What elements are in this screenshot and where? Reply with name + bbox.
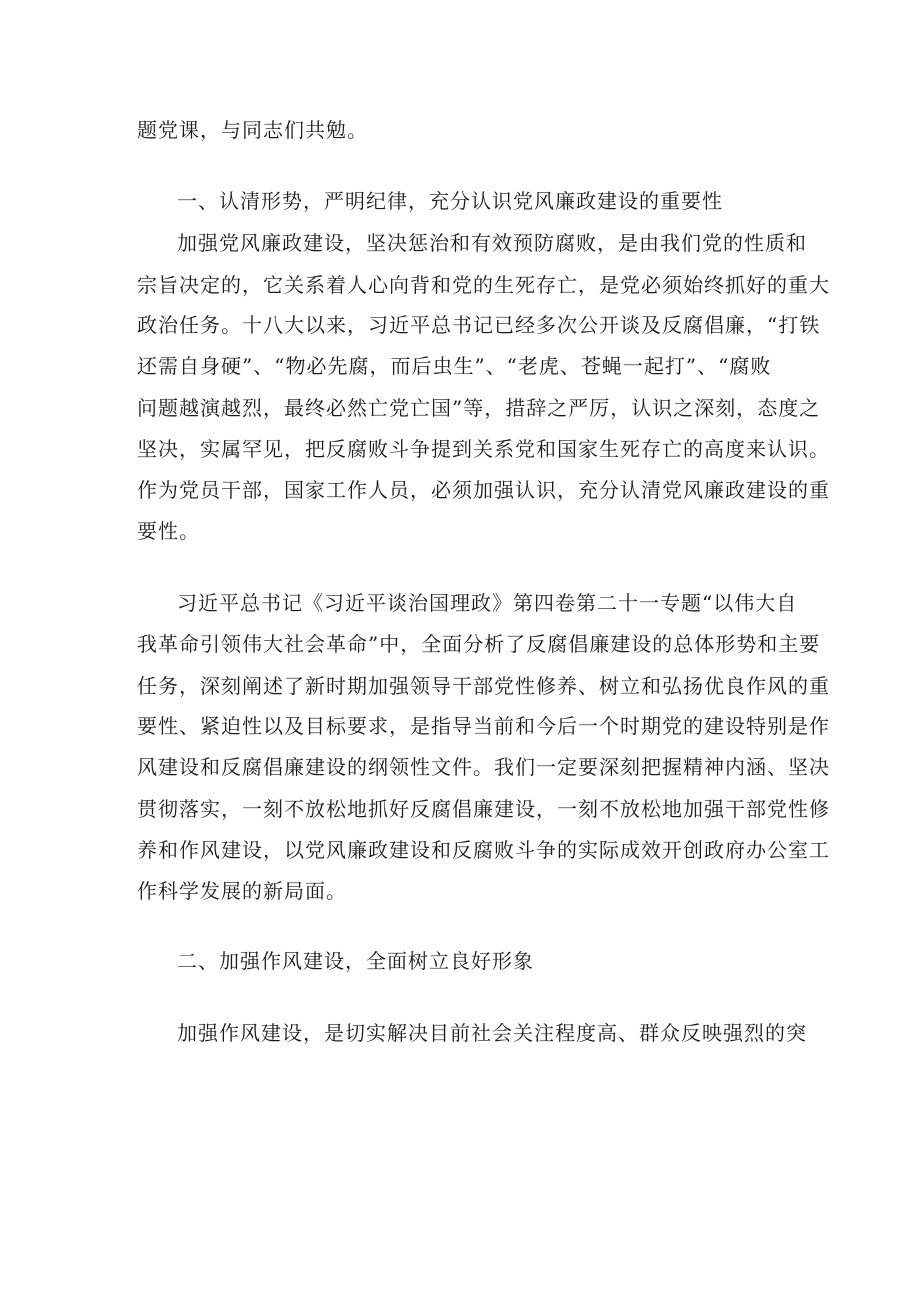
text-line: 宗旨决定的，它关系着人心向背和党的生死存亡，是党必须始终抓好的重大 xyxy=(137,273,830,297)
text-line: 作为党员干部，国家工作人员，必须加强认识，充分认清党风廉政建设的重 xyxy=(137,478,830,502)
text-line: 问题越演越烈，最终必然亡党亡国”等，措辞之严厉，认识之深刻，态度之 xyxy=(137,396,821,420)
text-line: 任务，深刻阐述了新时期加强领导干部党性修养、树立和弘扬优良作风的重 xyxy=(137,674,830,698)
text-line: 坚决，实属罕见，把反腐败斗争提到关系党和国家生死存亡的高度来认识。 xyxy=(137,437,830,461)
text-line: 加强作风建设，是切实解决目前社会关注程度高、群众反映强烈的突 xyxy=(177,1021,807,1045)
text-line: 要性。 xyxy=(137,519,200,543)
text-line: 还需自身硬”、“物必先腐，而后虫生”、“老虎、苍蝇一起打”、“腐败 xyxy=(137,354,772,378)
text-line: 作科学发展的新局面。 xyxy=(137,879,347,903)
section-heading: 二、加强作风建设，全面树立良好形象 xyxy=(177,949,534,973)
text-line: 贯彻落实，一刻不放松地抓好反腐倡廉建设，一刻不放松地加强干部党性修 xyxy=(137,797,830,821)
text-line: 习近平总书记《习近平谈治国理政》第四卷第二十一专题“以伟大自 xyxy=(177,591,798,615)
text-line: 风建设和反腐倡廉建设的纲领性文件。我们一定要深刻把握精神内涵、坚决 xyxy=(137,755,830,779)
text-line: 要性、紧迫性以及目标要求，是指导当前和今后一个时期党的建设特别是作 xyxy=(137,714,830,738)
text-line: 题党课，与同志们共勉。 xyxy=(137,118,368,142)
text-line: 养和作风建设，以党风廉政建设和反腐败斗争的实际成效开创政府办公室工 xyxy=(137,838,830,862)
text-line: 我革命引领伟大社会革命”中，全面分析了反腐倡廉建设的总体形势和主要 xyxy=(137,632,821,656)
section-heading: 一、认清形势，严明纪律，充分认识党风廉政建设的重要性 xyxy=(177,189,723,213)
text-line: 政治任务。十八大以来，习近平总书记已经多次公开谈及反腐倡廉，“打铁 xyxy=(137,313,821,337)
text-line: 加强党风廉政建设，坚决惩治和有效预防腐败，是由我们党的性质和 xyxy=(177,231,807,255)
